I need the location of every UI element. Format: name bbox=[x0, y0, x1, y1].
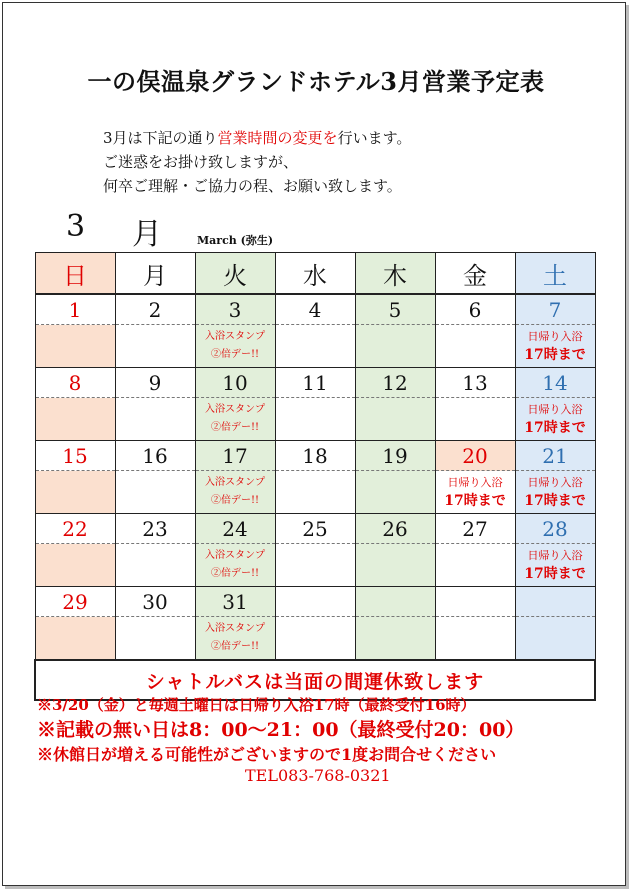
note-cell bbox=[355, 398, 435, 441]
date-cell: 31 bbox=[195, 587, 275, 617]
intro-line-2: ご迷惑をお掛け致しますが、 bbox=[103, 153, 299, 171]
date-cell: 12 bbox=[355, 368, 435, 398]
phone-number: TEL083-768-0321 bbox=[245, 766, 391, 785]
hours-note bbox=[515, 544, 595, 587]
hours-note-line-2: 17時まで bbox=[524, 347, 586, 363]
note-cell bbox=[275, 471, 355, 514]
date-cell-highlighted: 20 bbox=[435, 441, 515, 471]
date-cell: 15 bbox=[35, 441, 115, 471]
week-2-dates bbox=[35, 368, 595, 398]
intro-line-1-start: 3月は下記の通り bbox=[103, 129, 218, 147]
weekday-wed: 水 bbox=[275, 253, 355, 295]
hours-note-line-2: 17時まで bbox=[524, 420, 586, 436]
date-cell: 24 bbox=[195, 514, 275, 544]
note-cell bbox=[35, 471, 115, 514]
footnote-2: ※記載の無い日は8：00～21：00（最終受付20：00） bbox=[37, 719, 525, 741]
intro-text bbox=[103, 126, 411, 198]
date-cell: 25 bbox=[275, 514, 355, 544]
weekday-mon: 月 bbox=[115, 253, 195, 295]
note-cell bbox=[275, 325, 355, 368]
week-5-notes bbox=[35, 617, 595, 661]
date-cell: 21 bbox=[515, 441, 595, 471]
month-number: 3 bbox=[66, 209, 86, 244]
date-cell bbox=[515, 587, 595, 617]
date-cell: 9 bbox=[115, 368, 195, 398]
stamp-note-line-1: 入浴スタンプ bbox=[205, 404, 265, 415]
footnote-1: ※3/20（金）と毎週土曜日は日帰り入浴17時（最終受付16時） bbox=[37, 696, 476, 714]
stamp-note-line-2: ②倍デー!! bbox=[210, 641, 260, 652]
week-1-notes bbox=[35, 325, 595, 368]
hours-note bbox=[515, 471, 595, 514]
note-cell bbox=[275, 617, 355, 661]
note-cell bbox=[275, 544, 355, 587]
intro-line-3: 何卒ご理解・ご協力の程、お願い致します。 bbox=[103, 177, 402, 195]
hours-note-line-2: 17時まで bbox=[524, 566, 586, 582]
date-cell bbox=[355, 587, 435, 617]
hours-note-line-2: 17時まで bbox=[444, 493, 506, 509]
note-cell bbox=[35, 617, 115, 661]
stamp-note-line-2: ②倍デー!! bbox=[210, 422, 260, 433]
date-cell: 3 bbox=[195, 294, 275, 325]
stamp-note-line-1: 入浴スタンプ bbox=[205, 550, 265, 561]
note-cell bbox=[355, 325, 435, 368]
hours-note bbox=[435, 471, 515, 514]
date-cell: 7 bbox=[515, 294, 595, 325]
date-cell: 14 bbox=[515, 368, 595, 398]
note-cell bbox=[435, 398, 515, 441]
week-3-notes bbox=[35, 471, 595, 514]
date-cell: 5 bbox=[355, 294, 435, 325]
note-cell bbox=[435, 617, 515, 661]
stamp-note-line-2: ②倍デー!! bbox=[210, 349, 260, 360]
page-title: 一の俣温泉グランドホテル3月営業予定表 bbox=[87, 67, 545, 96]
note-cell bbox=[115, 617, 195, 661]
stamp-note-line-1: 入浴スタンプ bbox=[205, 331, 265, 342]
note-cell bbox=[115, 398, 195, 441]
date-cell: 1 bbox=[35, 294, 115, 325]
stamp-note bbox=[195, 471, 275, 514]
note-cell bbox=[515, 617, 595, 661]
date-cell: 10 bbox=[195, 368, 275, 398]
note-cell bbox=[355, 544, 435, 587]
hours-note bbox=[515, 398, 595, 441]
date-cell bbox=[275, 587, 355, 617]
stamp-note-line-1: 入浴スタンプ bbox=[205, 623, 265, 634]
weekday-fri: 金 bbox=[435, 253, 515, 295]
date-cell bbox=[435, 587, 515, 617]
weekday-sat: 土 bbox=[515, 253, 595, 295]
stamp-note-line-2: ②倍デー!! bbox=[210, 495, 260, 506]
date-cell: 13 bbox=[435, 368, 515, 398]
month-kanji: 月 bbox=[132, 217, 162, 252]
date-cell: 19 bbox=[355, 441, 435, 471]
intro-line-1-end: 行います。 bbox=[337, 129, 412, 147]
week-4-dates bbox=[35, 514, 595, 544]
shuttle-notice: シャトルバスは当面の間運休致します bbox=[35, 660, 595, 700]
date-cell: 4 bbox=[275, 294, 355, 325]
stamp-note-line-2: ②倍デー!! bbox=[210, 568, 260, 579]
note-cell bbox=[355, 471, 435, 514]
date-cell: 16 bbox=[115, 441, 195, 471]
hours-note bbox=[515, 325, 595, 368]
note-cell bbox=[355, 617, 435, 661]
date-cell: 18 bbox=[275, 441, 355, 471]
date-cell: 30 bbox=[115, 587, 195, 617]
hours-note-line-1: 日帰り入浴 bbox=[527, 476, 583, 489]
hours-note-line-2: 17時まで bbox=[524, 493, 586, 509]
stamp-note-line-1: 入浴スタンプ bbox=[205, 477, 265, 488]
intro-line-1 bbox=[103, 126, 411, 150]
intro-line-1-highlight: 営業時間の変更を bbox=[217, 129, 338, 147]
week-1-dates bbox=[35, 294, 595, 325]
date-cell: 8 bbox=[35, 368, 115, 398]
hours-note-line-1: 日帰り入浴 bbox=[527, 403, 583, 416]
note-cell bbox=[115, 471, 195, 514]
weekday-header-row bbox=[35, 253, 595, 295]
weekday-sun: 日 bbox=[35, 253, 115, 295]
note-cell bbox=[35, 544, 115, 587]
note-cell bbox=[435, 325, 515, 368]
note-cell bbox=[115, 325, 195, 368]
weekday-thu: 木 bbox=[355, 253, 435, 295]
weekday-tue: 火 bbox=[195, 253, 275, 295]
date-cell: 2 bbox=[115, 294, 195, 325]
note-cell bbox=[435, 544, 515, 587]
week-3-dates bbox=[35, 441, 595, 471]
hours-note-line-1: 日帰り入浴 bbox=[527, 330, 583, 343]
note-cell bbox=[35, 325, 115, 368]
note-cell bbox=[275, 398, 355, 441]
week-5-dates bbox=[35, 587, 595, 617]
calendar-table bbox=[34, 252, 596, 701]
month-english: March (弥生) bbox=[197, 234, 274, 247]
date-cell: 22 bbox=[35, 514, 115, 544]
date-cell: 17 bbox=[195, 441, 275, 471]
week-4-notes bbox=[35, 544, 595, 587]
footnotes bbox=[37, 694, 524, 766]
hours-note-line-1: 日帰り入浴 bbox=[447, 476, 503, 489]
note-cell bbox=[115, 544, 195, 587]
date-cell: 6 bbox=[435, 294, 515, 325]
date-cell: 28 bbox=[515, 514, 595, 544]
stamp-note bbox=[195, 544, 275, 587]
note-cell bbox=[35, 398, 115, 441]
date-cell: 11 bbox=[275, 368, 355, 398]
footnote-3: ※休館日が増える可能性がございますので1度お問合せください bbox=[37, 745, 497, 764]
date-cell: 29 bbox=[35, 587, 115, 617]
date-cell: 26 bbox=[355, 514, 435, 544]
stamp-note bbox=[195, 325, 275, 368]
week-2-notes bbox=[35, 398, 595, 441]
stamp-note bbox=[195, 398, 275, 441]
hours-note-line-1: 日帰り入浴 bbox=[527, 549, 583, 562]
date-cell: 27 bbox=[435, 514, 515, 544]
stamp-note bbox=[195, 617, 275, 661]
date-cell: 23 bbox=[115, 514, 195, 544]
